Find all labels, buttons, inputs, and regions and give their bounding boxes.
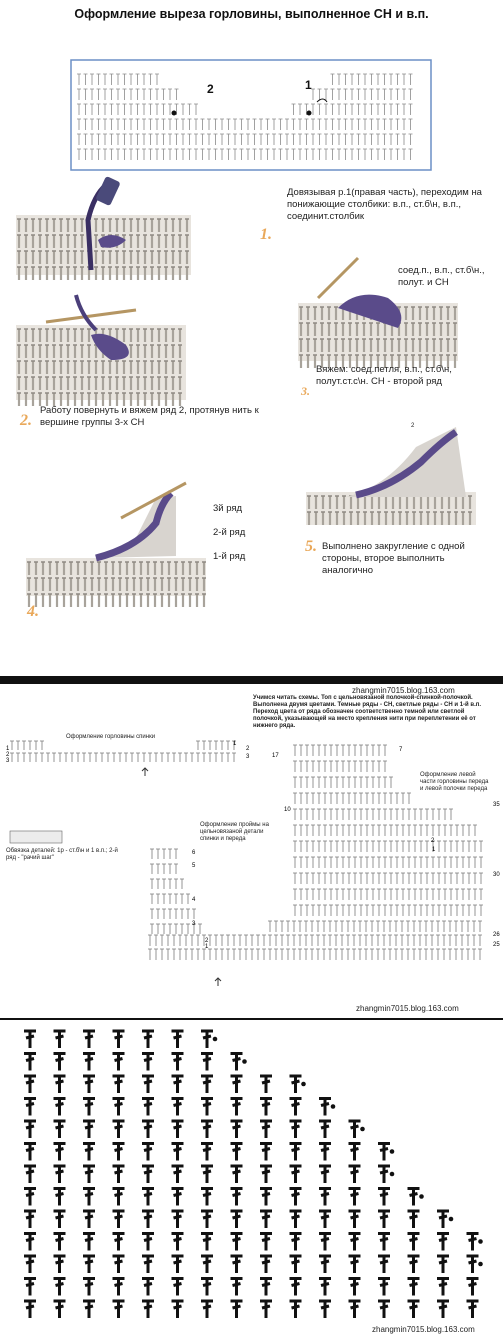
stitch-symbol (349, 1233, 361, 1251)
stitch-symbol (201, 1143, 213, 1161)
step4-row-3: 3й ряд (213, 503, 243, 514)
stitch-symbol (83, 1143, 95, 1161)
stitch-symbol (24, 1300, 36, 1318)
stitch-symbol (319, 1233, 331, 1251)
front-neck-label: Оформление левой части горловины переда и левой полочки переда (420, 772, 489, 792)
row-mark: 2 (205, 938, 209, 944)
row-mark: 1 (432, 847, 436, 853)
stitch-symbol (260, 1098, 272, 1116)
stitch-symbol (83, 1300, 95, 1318)
row-mark: 3 (192, 921, 196, 927)
stitch-diagram-panel (0, 1020, 503, 1336)
row-mark: 4 (192, 897, 196, 903)
credit-bottom: zhangmin7015.blog.163.com (356, 1004, 459, 1013)
chart-label-2: 2 (207, 82, 214, 96)
step2-text: Работу повернуть и вяжем ряд 2, протянув нить к вершине группы 3-х СН (40, 405, 259, 428)
stitch-symbol (142, 1278, 154, 1296)
stitch-symbol (201, 1300, 213, 1318)
step2-photo (16, 290, 186, 405)
stitch-symbol (319, 1165, 331, 1183)
step4-photo (26, 478, 206, 598)
edging-sample (10, 831, 62, 843)
stitch-symbol (54, 1210, 66, 1228)
stitch-symbol (437, 1210, 453, 1228)
stitch-symbol (54, 1053, 66, 1071)
stitch-symbol (260, 1255, 272, 1273)
stitch-symbol (231, 1143, 243, 1161)
stitch-symbol (172, 1075, 184, 1093)
stitch-symbol (113, 1053, 125, 1071)
stitch-symbol (113, 1165, 125, 1183)
stitch-symbol (54, 1098, 66, 1116)
stitch-symbol (24, 1053, 36, 1071)
stitch-symbol (113, 1143, 125, 1161)
stitch-symbol (113, 1098, 125, 1116)
stitch-symbol (437, 1255, 449, 1273)
stitch-symbol (349, 1210, 361, 1228)
stitch-symbol (54, 1075, 66, 1093)
stitch-symbol (172, 1278, 184, 1296)
row-mark: 2 (246, 746, 250, 752)
stitch-symbol (231, 1098, 243, 1116)
stitch-symbol (378, 1165, 394, 1183)
stitch-symbol (142, 1210, 154, 1228)
stitch-symbol (24, 1210, 36, 1228)
stitch-symbol (349, 1188, 361, 1206)
stitch-symbol (349, 1278, 361, 1296)
stitch-symbol (231, 1075, 243, 1093)
stitch-symbol (231, 1165, 243, 1183)
stitch-symbol (142, 1233, 154, 1251)
stitch-symbol (319, 1098, 335, 1116)
stitch-symbol (201, 1188, 213, 1206)
stitch-symbol (290, 1165, 302, 1183)
stitch-symbol (24, 1233, 36, 1251)
stitch-symbol (24, 1278, 36, 1296)
neckline-chart (71, 60, 431, 170)
stitch-symbol (378, 1278, 390, 1296)
row-mark: 7 (399, 747, 403, 753)
stitch-symbol (113, 1300, 125, 1318)
stitch-symbol (54, 1255, 66, 1273)
stitch-symbol (201, 1255, 213, 1273)
stitch-symbol (349, 1255, 361, 1273)
row-mark: 6 (192, 850, 196, 856)
stitch-symbol (172, 1143, 184, 1161)
stitch-symbol (24, 1030, 36, 1048)
stitch-symbol (290, 1188, 302, 1206)
stitch-symbol (113, 1210, 125, 1228)
stitch-symbol (172, 1098, 184, 1116)
stitch-symbol (24, 1075, 36, 1093)
stitch-symbol (83, 1075, 95, 1093)
step5-number: 5. (305, 538, 317, 555)
row-mark: 10 (284, 807, 291, 813)
stitch-symbol (408, 1278, 420, 1296)
stitch-symbol (467, 1300, 479, 1318)
stitch-symbol (349, 1120, 365, 1138)
stitch-symbol (54, 1143, 66, 1161)
stitch-symbol (349, 1300, 361, 1318)
stitch-symbol (437, 1300, 449, 1318)
row-mark: 1 (6, 746, 10, 752)
credit-top: zhangmin7015.blog.163.com (352, 686, 455, 695)
stitch-symbol (142, 1120, 154, 1138)
stitch-symbol (378, 1143, 394, 1161)
stitch-symbol (408, 1188, 424, 1206)
stitch-symbol (172, 1210, 184, 1228)
stitch-symbol (437, 1233, 449, 1251)
start-point-1 (307, 111, 312, 116)
stitch-symbol (437, 1278, 449, 1296)
stitch-symbol (290, 1233, 302, 1251)
stitch-symbol (201, 1075, 213, 1093)
stitch-symbol (349, 1165, 361, 1183)
step1-photo (16, 175, 191, 280)
page-title: Оформление выреза горловины, выполненное СН и в.п. (74, 7, 429, 21)
stitch-symbol (408, 1233, 420, 1251)
stitch-symbol (172, 1300, 184, 1318)
stitch-symbol (142, 1255, 154, 1273)
row-mark: 3 (246, 754, 250, 760)
stitch-symbol (83, 1098, 95, 1116)
stitch-symbol (54, 1120, 66, 1138)
stitch-symbol (54, 1278, 66, 1296)
stitch-symbol (231, 1233, 243, 1251)
step5-text: Выполнено закругление с одной стороны, второе выполнить аналогично (322, 541, 465, 576)
crochet-schematic (0, 684, 503, 1018)
stitch-symbol (83, 1188, 95, 1206)
edging-label: Обвязка деталей: 1р - ст.б\н и 1 в.п.; 2-й ряд - "рачий шаг" (6, 848, 118, 861)
stitch-symbol (172, 1165, 184, 1183)
neckline-stitch-chart (0, 1020, 503, 1336)
step4-row-1: 1-й ряд (213, 551, 246, 562)
step2-number: 2. (20, 412, 32, 429)
stitch-symbol (54, 1165, 66, 1183)
stitch-symbol (83, 1255, 95, 1273)
stitch-symbol (201, 1210, 213, 1228)
chart-label-1: 1 (305, 78, 312, 92)
stitch-symbol (113, 1233, 125, 1251)
stitch-symbol (231, 1300, 243, 1318)
row-mark: 5 (192, 863, 196, 869)
step4-row-2: 2-й ряд (213, 527, 246, 538)
credit-watermark: zhangmin7015.blog.163.com (372, 1325, 475, 1334)
stitch-symbol (24, 1255, 36, 1273)
armhole-label: Оформление проймы на цельновязаной детали спинки и переда (200, 822, 269, 842)
stitch-symbol (113, 1120, 125, 1138)
stitch-symbol (319, 1210, 331, 1228)
stitch-symbol (231, 1210, 243, 1228)
stitch-symbol (290, 1278, 302, 1296)
stitch-symbol (467, 1278, 479, 1296)
stitch-symbol (113, 1255, 125, 1273)
stitch-symbol (319, 1143, 331, 1161)
stitch-symbol (408, 1210, 420, 1228)
stitch-symbol (260, 1210, 272, 1228)
stitch-symbol (319, 1300, 331, 1318)
stitch-symbol (231, 1188, 243, 1206)
stitch-symbol (231, 1053, 247, 1071)
row-mark: 17 (272, 753, 279, 759)
stitch-symbol (83, 1165, 95, 1183)
stitch-symbol (290, 1075, 306, 1093)
schematic-panel (0, 684, 503, 1018)
step5-photo (306, 407, 476, 527)
stitch-symbol (290, 1255, 302, 1273)
stitch-symbol (378, 1188, 390, 1206)
stitch-symbol (290, 1098, 302, 1116)
stitch-symbol (201, 1030, 217, 1048)
stitch-symbol (142, 1165, 154, 1183)
stitch-symbol (172, 1120, 184, 1138)
divider (0, 676, 503, 684)
stitch-symbol (83, 1120, 95, 1138)
stitch-symbol (24, 1098, 36, 1116)
row-mark: 1 (205, 944, 209, 950)
stitch-symbol (201, 1165, 213, 1183)
stitch-symbol (172, 1030, 184, 1048)
stitch-symbol (319, 1278, 331, 1296)
stitch-symbol (24, 1165, 36, 1183)
stitch-symbol (231, 1278, 243, 1296)
stitch-symbol (201, 1098, 213, 1116)
stitch-symbol (260, 1075, 272, 1093)
stitch-symbol (290, 1210, 302, 1228)
stitch-symbol (113, 1030, 125, 1048)
stitch-symbol (113, 1188, 125, 1206)
stitch-symbol (142, 1300, 154, 1318)
stitch-symbol (113, 1075, 125, 1093)
row-mark: 26 (493, 932, 500, 938)
step3-number: 3. (301, 384, 310, 398)
stitch-symbol (290, 1300, 302, 1318)
stitch-symbol (260, 1143, 272, 1161)
stitch-symbol (113, 1278, 125, 1296)
stitch-symbol (142, 1053, 154, 1071)
stitch-symbol (378, 1255, 390, 1273)
stitch-symbol (24, 1143, 36, 1161)
row-mark: 35 (493, 802, 500, 808)
stitch-symbol (378, 1300, 390, 1318)
stitch-symbol (260, 1233, 272, 1251)
stitch-symbol (290, 1120, 302, 1138)
up-arrow-icon (215, 978, 221, 986)
stitch-symbol (83, 1278, 95, 1296)
stitch-symbol (142, 1143, 154, 1161)
stitch-symbol (142, 1098, 154, 1116)
start-point-2 (172, 111, 177, 116)
row-mark: 1 (233, 741, 237, 747)
stitch-symbol (231, 1255, 243, 1273)
stitch-symbol (260, 1120, 272, 1138)
stitch-symbol (142, 1188, 154, 1206)
stitch-symbol (83, 1210, 95, 1228)
stitch-symbol (201, 1233, 213, 1251)
stitch-symbol (24, 1188, 36, 1206)
stitch-symbol (408, 1255, 420, 1273)
stitch-symbol (319, 1120, 331, 1138)
stitch-symbol (54, 1300, 66, 1318)
stitch-symbol (172, 1233, 184, 1251)
stitch-symbol (201, 1278, 213, 1296)
stitch-symbol (378, 1233, 390, 1251)
stitch-symbol (319, 1188, 331, 1206)
step1-number: 1. (260, 226, 272, 243)
stitch-symbol (467, 1255, 483, 1273)
step3-label-a: соед.п., в.п., ст.б\н., полут. и СН (398, 265, 485, 288)
stitch-symbol (349, 1143, 361, 1161)
step3-label-b: Вяжем: соед.петля, в.п., ст.б\н, полут.ст.с\н. СН - второй ряд (316, 364, 452, 387)
stitch-symbol (378, 1210, 390, 1228)
step5-marker: 2 (411, 423, 415, 429)
step4-number: 4. (27, 603, 39, 620)
stitch-symbol (408, 1300, 420, 1318)
stitch-symbol (83, 1233, 95, 1251)
stitch-symbol (24, 1120, 36, 1138)
step1-text: Довязывая р.1(правая часть), переходим на понижающие столбики: в.п., ст.б\н, в.п., соединит.столбик (287, 187, 482, 222)
stitch-symbol (260, 1278, 272, 1296)
chart-intro: Учимся читать схемы. Топ с цельновязаной полочкой-спинкой-полочкой. Выполнена двумя цветами. Темные ряды - СН, светлые ряды - СН и 1-й в.п. Переход цвета от ряда обозначен соответственно темной или светлой полочкой, указывающей на место крепления нити при переплетении её от нижнего ряда. (253, 695, 482, 729)
stitch-symbol (83, 1053, 95, 1071)
row-mark: 2 (431, 838, 435, 844)
stitch-symbol (54, 1233, 66, 1251)
row-mark: 25 (493, 942, 500, 948)
stitch-symbol (142, 1030, 154, 1048)
stitch-symbol (260, 1165, 272, 1183)
up-arrow-icon (142, 768, 148, 776)
stitch-symbol (231, 1120, 243, 1138)
row-mark: 2 (6, 752, 10, 758)
stitch-symbol (54, 1030, 66, 1048)
stitch-symbol (83, 1030, 95, 1048)
stitch-symbol (290, 1143, 302, 1161)
stitch-symbol (319, 1255, 331, 1273)
row-mark: 30 (493, 872, 500, 878)
stitch-symbol (142, 1075, 154, 1093)
neck-back-label: Оформление горловины спинки (66, 734, 156, 740)
stitch-symbol (201, 1053, 213, 1071)
stitch-symbol (201, 1120, 213, 1138)
stitch-symbol (260, 1188, 272, 1206)
stitch-symbol (54, 1188, 66, 1206)
stitch-symbol (467, 1233, 483, 1251)
row-mark: 3 (6, 758, 10, 764)
stitch-symbol (260, 1300, 272, 1318)
stitch-symbol (172, 1188, 184, 1206)
stitch-symbol (172, 1255, 184, 1273)
stitch-symbol (172, 1053, 184, 1071)
